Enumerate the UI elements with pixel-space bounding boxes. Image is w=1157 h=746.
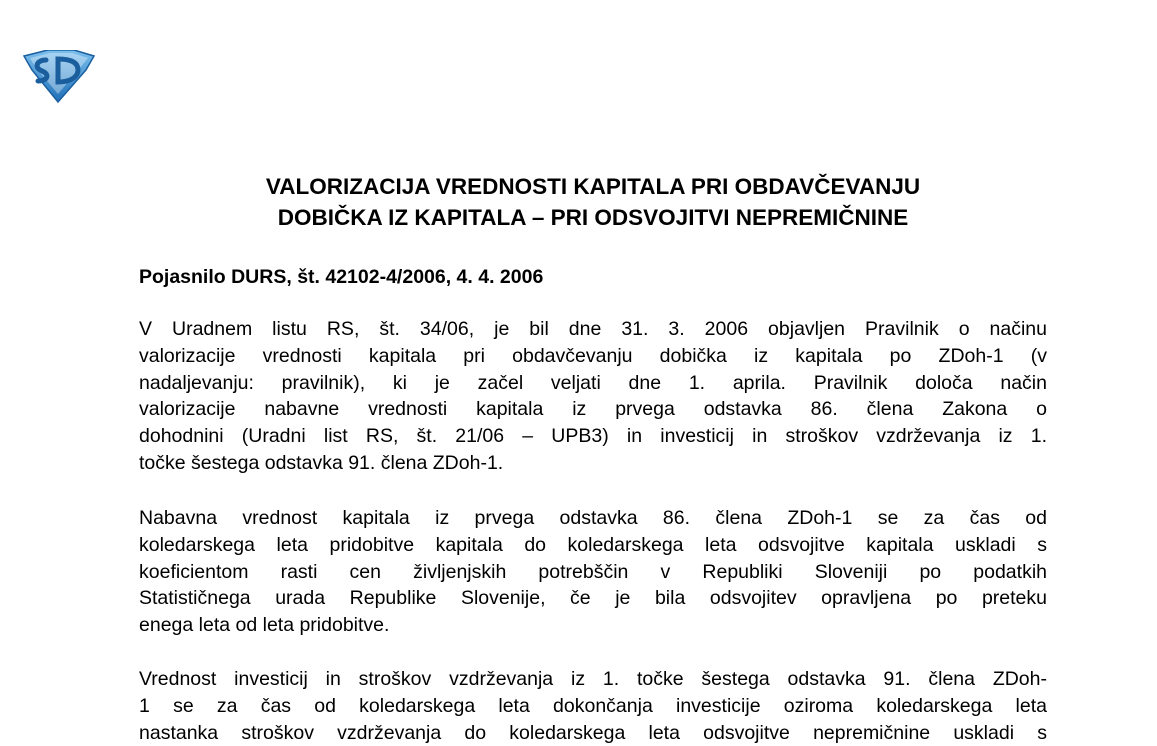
paragraph-line: nastanka stroškov vzdrževanja do koledarskega leta odsvojitve nepremičnine uskladi s [139,721,1047,744]
document-subtitle: Pojasnilo DURS, št. 42102-4/2006, 4. 4. 2006 [139,266,544,288]
paragraph-line: koeficientom rasti cen življenjskih potrebščin v Republiki Sloveniji po podatkih [139,560,1047,583]
document-title-line: VALORIZACIJA VREDNOSTI KAPITALA PRI OBDAVČEVANJU [265,174,921,199]
paragraph-line: dohodnini (Uradni list RS, št. 21/06 – UPB3) in investicij in stroškov vzdrževanja iz 1. [139,425,1047,448]
paragraph [139,666,1047,746]
document-title-line: DOBIČKA IZ KAPITALA – PRI ODSVOJITVI NEPREMIČNINE [277,205,909,230]
paragraph-line: nadaljevanju: pravilnik), ki je začel veljati dne 1. aprila. Pravilnik določa način [139,371,1047,394]
paragraph-line: Vrednost investicij in stroškov vzdrževanja iz 1. točke šestega odstavka 91. člena ZDoh- [139,668,1047,690]
paragraph [139,505,1047,639]
document-title [139,171,1047,233]
paragraph-line: valorizacije nabavne vrednosti kapitala iz prvega odstavka 86. člena Zakona o [139,398,1047,421]
paragraph-line: točke šestega odstavka 91. člena ZDoh-1. [139,451,504,474]
paragraph-line: Statističnega urada Republike Slovenije, če je bila odsvojitev opravljena po preteku [139,587,1047,610]
sd-shield-logo-icon [22,50,96,104]
paragraph-line: koledarskega leta pridobitve kapitala do koledarskega leta odsvojitve kapitala uskladi s [139,533,1047,556]
paragraph-line: enega leta od leta pridobitve. [139,614,390,637]
paragraph-line: 1 se za čas od koledarskega leta dokončanja investicije oziroma koledarskega leta [139,694,1047,717]
paragraph-line: V Uradnem listu RS, št. 34/06, je bil dne 31. 3. 2006 objavljen Pravilnik o načinu [139,318,1047,340]
paragraph-line: valorizacije vrednosti kapitala pri obdavčevanju dobička iz kapitala po ZDoh-1 (v [139,344,1047,367]
paragraph-line: Nabavna vrednost kapitala iz prvega odstavka 86. člena ZDoh-1 se za čas od [139,507,1047,529]
paragraph [139,316,1047,477]
